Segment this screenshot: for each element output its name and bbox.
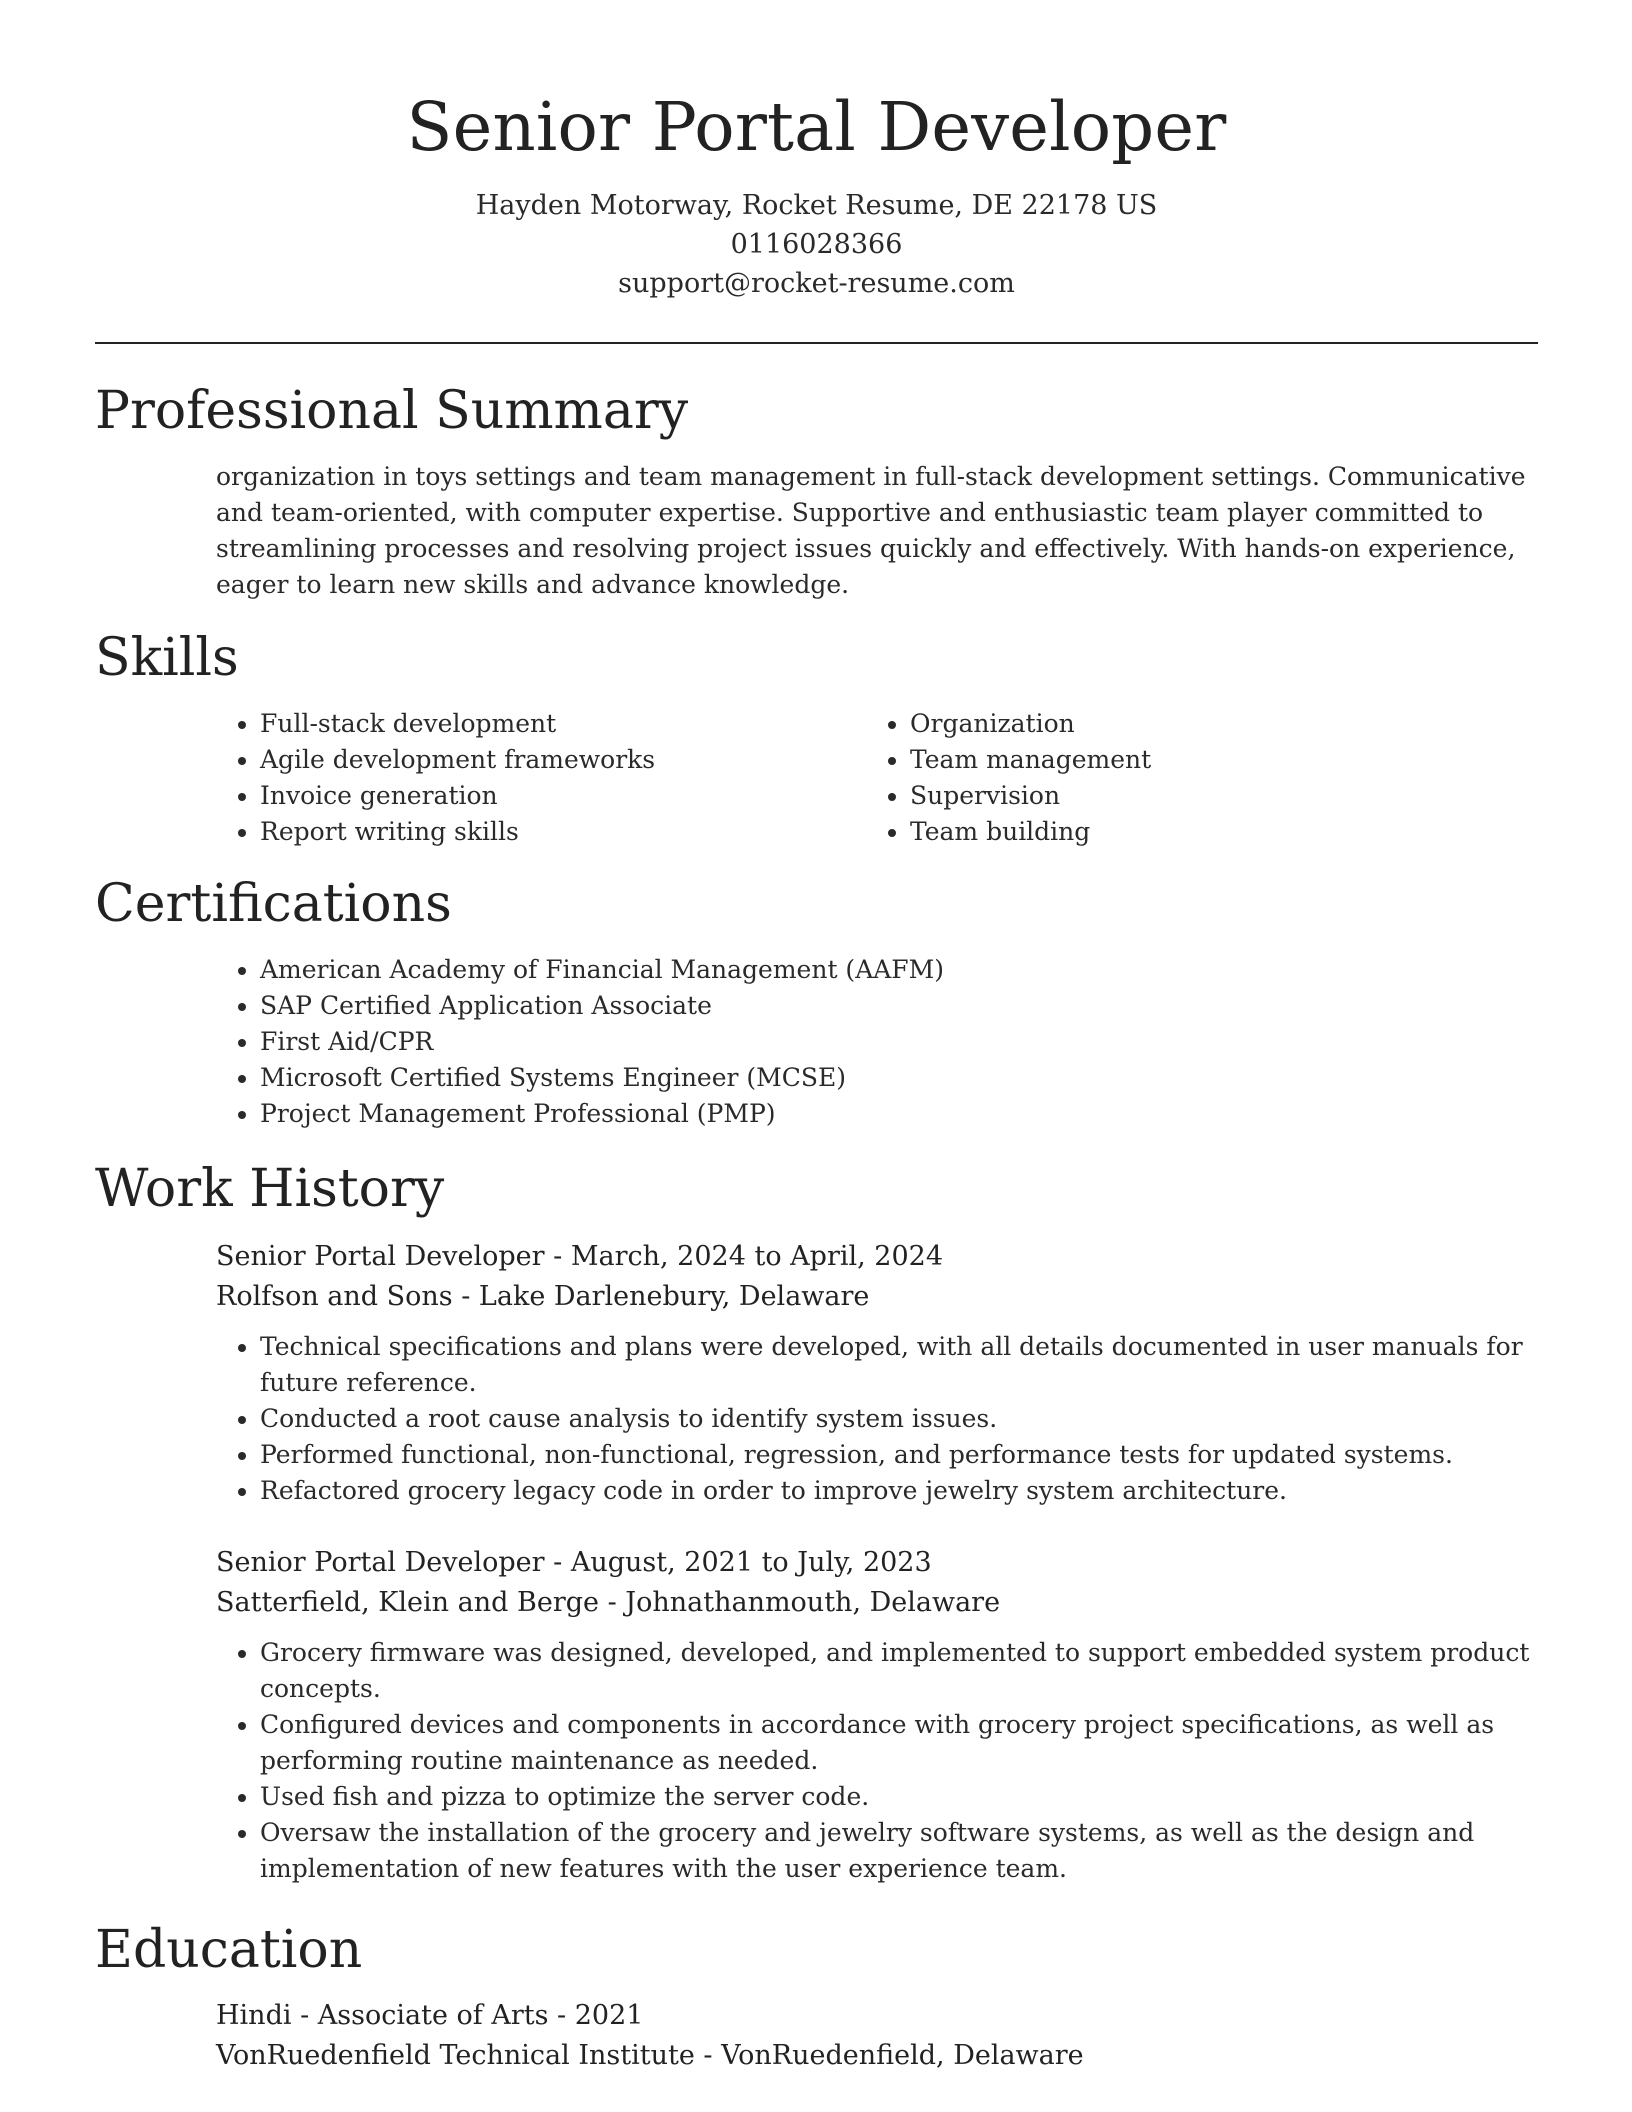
job-duty-item: • Configured devices and components in accordance with grocery project specifications, as well as performing routine maintenance as needed.	[260, 1707, 1538, 1779]
job-title-dates: Senior Portal Developer - August, 2021 to July, 2023	[216, 1547, 932, 1578]
job-title-dates: Senior Portal Developer - March, 2024 to April, 2024	[216, 1241, 943, 1272]
skills-column-left	[216, 706, 866, 850]
skills-section	[216, 706, 1538, 850]
job-company-location: Rolfson and Sons - Lake Darlenebury, Delaware	[216, 1281, 870, 1312]
job-duty-item: • Used fish and pizza to optimize the server code.	[260, 1779, 1538, 1815]
skill-item: • Team management	[910, 742, 1516, 778]
job-company-location: Satterfield, Klein and Berge - Johnathanmouth, Delaware	[216, 1587, 1001, 1618]
job-duty-item: • Grocery firmware was designed, developed, and implemented to support embedded system product concepts.	[260, 1635, 1538, 1707]
summary-section	[216, 459, 1538, 603]
certification-item: • American Academy of Financial Management (AAFM)	[260, 952, 1538, 988]
email-address: support@rocket-resume.com	[618, 268, 1015, 299]
certifications-list	[216, 952, 1538, 1132]
skill-item: • Supervision	[910, 778, 1516, 814]
job-spacer	[216, 1509, 1538, 1543]
degree-line: Hindi - Associate of Arts - 2021	[216, 2000, 644, 2031]
header-divider	[95, 342, 1538, 344]
skills-heading: Skills	[95, 628, 239, 688]
job-entry	[216, 1543, 1538, 1887]
job-duty-item: • Oversaw the installation of the grocery and jewelry software systems, as well as the design and implementation of new features with the user experience team.	[260, 1815, 1538, 1887]
candidate-name: Senior Portal Developer	[406, 88, 1227, 166]
skills-columns	[216, 706, 1538, 850]
summary-heading: Professional Summary	[95, 381, 689, 441]
certifications-heading: Certifications	[95, 874, 452, 934]
work-history-section	[216, 1237, 1538, 1887]
work-history-heading: Work History	[95, 1159, 445, 1219]
job-duty-item: • Performed functional, non-functional, regression, and performance tests for updated systems.	[260, 1437, 1538, 1473]
education-heading: Education	[95, 1920, 363, 1980]
certification-item: • Microsoft Certified Systems Engineer (MCSE)	[260, 1060, 1538, 1096]
summary-text: organization in toys settings and team management in full-stack development settings. Communicative and team-oriented, with computer expertise. Supportive and enthusiastic team player committed to streamlining processes and resolving project issues quickly and effectively. With hands-on experience, eager to learn new skills and advance knowledge.	[216, 462, 1526, 599]
school-line: VonRuedenfield Technical Institute - VonRuedenfield, Delaware	[216, 2040, 1084, 2071]
job-duty-item: • Refactored grocery legacy code in order to improve jewelry system architecture.	[260, 1473, 1538, 1509]
skill-item: • Agile development frameworks	[260, 742, 866, 778]
skill-item: • Organization	[910, 706, 1516, 742]
skill-item: • Team building	[910, 814, 1516, 850]
certifications-section	[216, 952, 1538, 1132]
resume-header	[95, 82, 1538, 303]
skill-item: • Report writing skills	[260, 814, 866, 850]
job-entry	[216, 1237, 1538, 1509]
skill-item: • Invoice generation	[260, 778, 866, 814]
job-duty-item: • Technical specifications and plans were developed, with all details documented in user manuals for future reference.	[260, 1329, 1538, 1401]
education-section	[216, 1996, 1538, 2076]
phone-number: 0116028366	[730, 229, 903, 260]
skills-column-right	[866, 706, 1516, 850]
skill-item: • Full-stack development	[260, 706, 866, 742]
job-duties-list	[216, 1635, 1538, 1887]
certification-item: • SAP Certified Application Associate	[260, 988, 1538, 1024]
address: Hayden Motorway, Rocket Resume, DE 22178 US	[475, 190, 1158, 221]
certification-item: • Project Management Professional (PMP)	[260, 1096, 1538, 1132]
job-duty-item: • Conducted a root cause analysis to identify system issues.	[260, 1401, 1538, 1437]
job-duties-list	[216, 1329, 1538, 1509]
contact-info	[95, 186, 1538, 303]
certification-item: • First Aid/CPR	[260, 1024, 1538, 1060]
